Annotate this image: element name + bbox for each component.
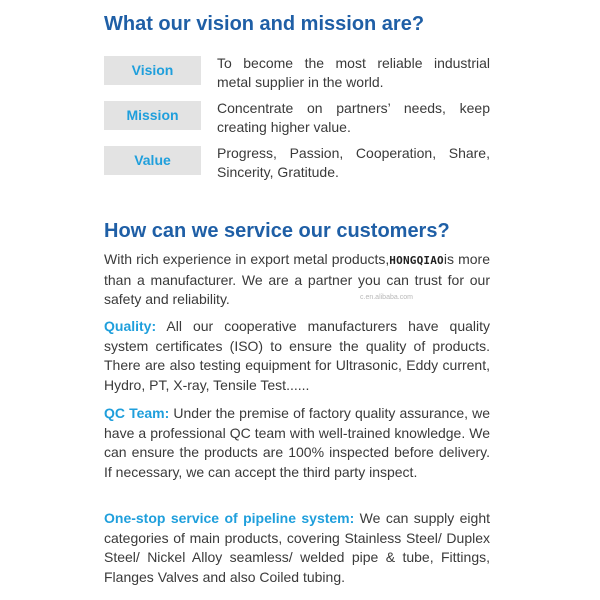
quality-lead: Quality: <box>104 318 157 334</box>
vision-mission-heading: What our vision and mission are? <box>104 13 425 35</box>
intro-text-after: is more than a manufacturer. We are a partner you can trust for our safety and reliability. <box>104 251 490 307</box>
value-label: Value <box>104 146 201 175</box>
one-stop-text: We can supply eight categories of main products, covering Stainless Steel/ Duplex Steel/ Nickel Alloy seamless/ welded pipe & tube, Fittings, Flanges Valves and also Coiled tubing. <box>104 510 490 585</box>
mission-label: Mission <box>104 101 201 130</box>
vision-text: To become the most reliable industrial metal supplier in the world. <box>217 55 490 90</box>
service-heading: How can we service our customers? <box>104 220 450 242</box>
quality-text: All our cooperative manufacturers have quality system certificates (ISO) to ensure the quality of products. There are also testing equipment for Ultrasonic, Eddy current, Hydro, PT, X-ray, Tensile Test...... <box>104 318 490 393</box>
brand-name: HONGQIAO <box>389 254 444 267</box>
watermark: c.en.alibaba.com <box>360 294 413 301</box>
qc-team-text: Under the premise of factory quality assurance, we have a professional QC team with well-trained knowledge. We can ensure the products are 100% inspected before delivery. If necessary, we can accept the third party inspect. <box>104 405 490 480</box>
mission-row <box>104 99 490 139</box>
one-stop-paragraph <box>104 509 490 587</box>
quality-paragraph <box>104 317 490 395</box>
intro-paragraph <box>104 250 490 310</box>
value-row <box>104 144 490 184</box>
qc-team-lead: QC Team: <box>104 405 170 421</box>
qc-team-paragraph <box>104 404 490 482</box>
vision-label: Vision <box>104 56 201 85</box>
mission-text: Concentrate on partners’ needs, keep creating higher value. <box>217 100 490 135</box>
vision-row <box>104 54 490 94</box>
one-stop-lead: One-stop service of pipeline system: <box>104 510 355 526</box>
value-text: Progress, Passion, Cooperation, Share, Sincerity, Gratitude. <box>217 145 490 180</box>
intro-text-before: With rich experience in export metal products, <box>104 251 390 267</box>
